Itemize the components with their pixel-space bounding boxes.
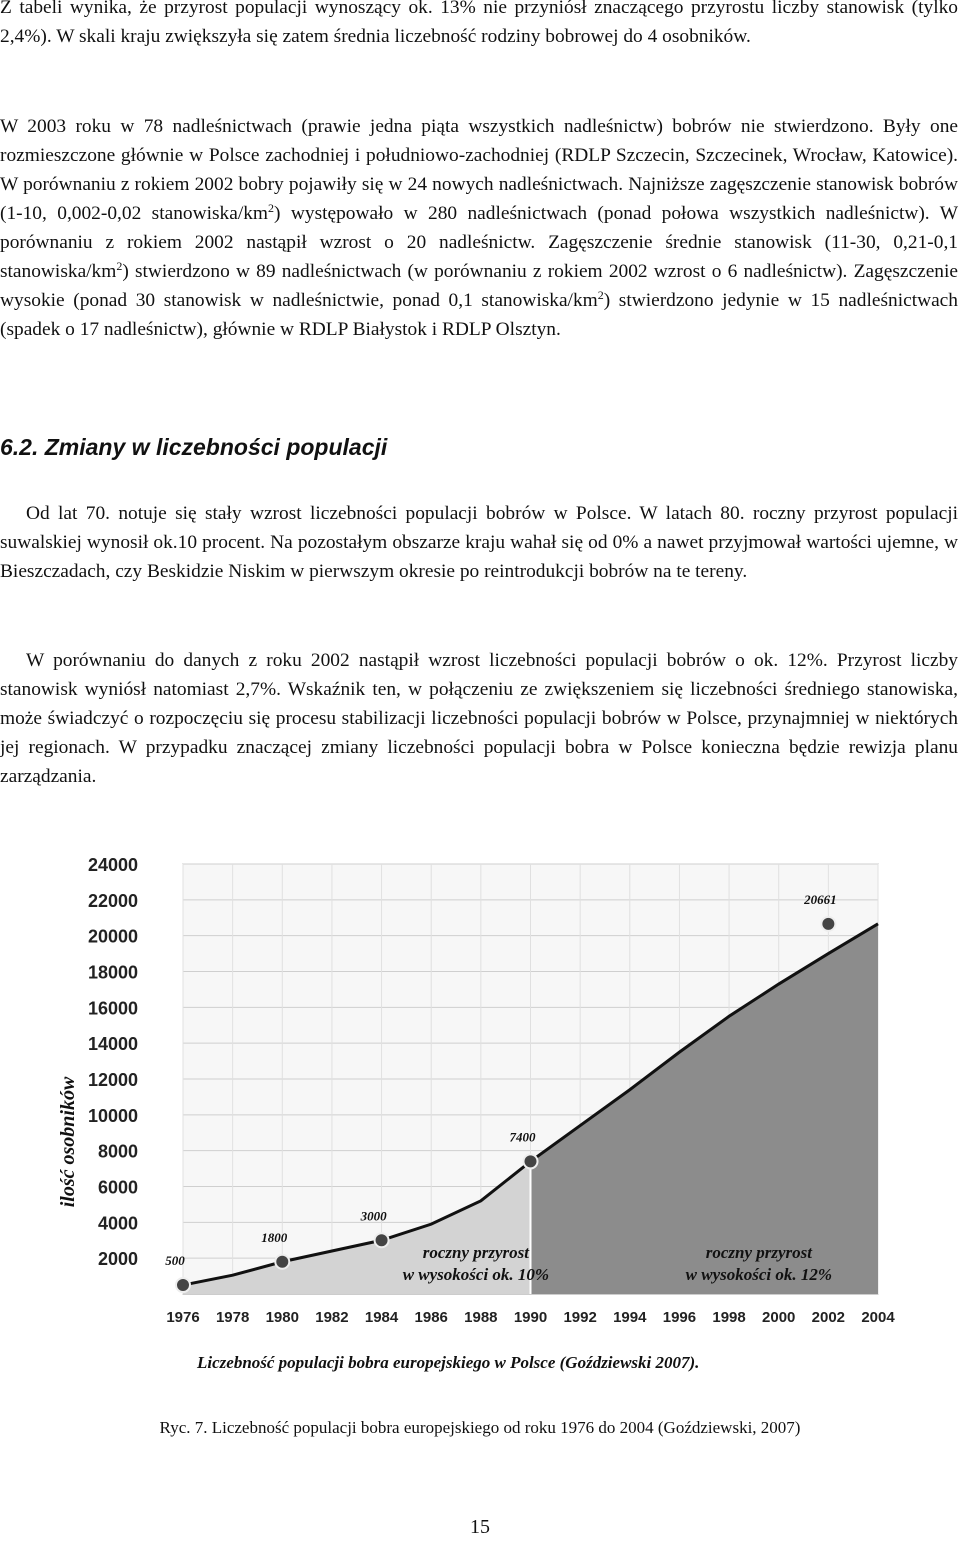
x-tick-labels (166, 1309, 895, 1326)
data-point-label: 3000 (360, 1208, 387, 1224)
y-tick-label: 16000 (87, 998, 138, 1019)
y-tick-label: 20000 (87, 926, 138, 947)
superscript-2b: 2 (116, 259, 123, 273)
population-chart (40, 842, 920, 1387)
section-heading: 6.2. Zmiany w liczebności populacji (0, 434, 388, 460)
annotation-line-1: roczny przyrost (705, 1243, 812, 1262)
y-tick-label: 24000 (87, 855, 138, 875)
superscript-2a: 2 (268, 201, 275, 215)
data-point-label: 7400 (509, 1129, 536, 1145)
x-tick-label: 1996 (662, 1309, 697, 1326)
y-tick-label: 4000 (97, 1213, 138, 1234)
paragraph-2 (0, 112, 958, 344)
paragraph-1: Z tabeli wynika, że przyrost populacji wynoszący ok. 13% nie przyniósł znaczącego przyrostu liczby stanowisk (tylko 2,4%). W skali kraju zwiększyła się zatem średnia liczebność rodziny bobrowej do 4 osobników. (0, 0, 958, 47)
x-tick-label: 1982 (315, 1309, 349, 1326)
superscript-2c: 2 (597, 288, 604, 302)
data-point (275, 1255, 289, 1269)
annotation-line-2: w wysokości ok. 10% (402, 1265, 550, 1284)
paragraph-2-part-4: ) stwierdzono jedynie w 15 nadleśnictwach (spadek o 17 nadleśnictw), głównie w RDLP Białystok i RDLP Olsztyn. (0, 290, 958, 340)
x-tick-label: 1992 (563, 1309, 597, 1326)
x-tick-label: 2004 (861, 1309, 895, 1326)
figure-caption: Ryc. 7. Liczebność populacji bobra europejskiego od roku 1976 do 2004 (Goździewski, 2007) (159, 1418, 801, 1437)
x-tick-label: 1986 (414, 1309, 448, 1326)
chart-title: Liczebność populacji bobra europejskiego w Polsce (Goździewski 2007). (197, 1353, 700, 1372)
paragraph-4: W porównaniu do danych z roku 2002 nastąpił wzrost liczebności populacji bobrów o ok. 12%. Przyrost liczby stanowisk wyniósł natomiast 2,7%. Wskaźnik ten, w połączeniu ze zwiększeniem się liczebności średniego stanowiska, może świadczyć o rozpoczęciu się procesu stabilizacji liczebności populacji bobrów w Polsce, przynajmniej w niektórych jej regionach. W przypadku znaczącej zmiany liczebności populacji bobra w Polsce konieczna będzie rewizja planu zarządzania. (0, 650, 958, 787)
annotation-line-2: w wysokości ok. 12% (685, 1265, 833, 1284)
x-tick-label: 2002 (811, 1309, 846, 1326)
y-tick-label: 6000 (97, 1177, 138, 1198)
page-number: 15 (470, 1516, 490, 1538)
x-tick-label: 1994 (613, 1309, 647, 1326)
x-tick-label: 1984 (364, 1309, 399, 1326)
x-tick-label: 1980 (265, 1309, 299, 1326)
paragraph-2-part-2: ) występowało w 280 nadleśnictwach (ponad połowa wszystkich nadleśnictw). W porównaniu z rokiem 2002 nastąpił wzrost o 20 nadleśnictw. Zagęszczenie średnie stanowisk (11-30, 0,21-0,1 stanowiska/km (0, 203, 958, 282)
y-axis-label: ilość osobników (57, 1076, 79, 1208)
x-tick-label: 1978 (215, 1309, 250, 1326)
paragraph-2-part-3: ) stwierdzono w 89 nadleśnictwach (w porównaniu z rokiem 2002 wzrost o 6 nadleśnictw). Zagęszczenie wysokie (ponad 30 stanowisk w nadleśnictwie, ponad 0,1 stanowiska/km (0, 261, 958, 311)
data-point (375, 1233, 389, 1247)
data-point (524, 1154, 538, 1168)
x-tick-label: 1988 (464, 1309, 498, 1326)
paragraph-3: Od lat 70. notuje się stały wzrost liczebności populacji bobrów w Polsce. W latach 80. roczny przyrost populacji suwalskiej wynosił ok.10 procent. Na pozostałym obszarze kraju wahał się od 0% a nawet przyjmował wartości ujemne, w Bieszczadach, czy Beskidzie Niskim w pierwszym okresie po reintrodukcji bobrów na te tereny. (0, 503, 958, 582)
data-point-label: 20661 (804, 891, 837, 907)
data-point-label: 500 (165, 1253, 185, 1269)
annotation-line-1: roczny przyrost (422, 1243, 530, 1262)
data-point (176, 1278, 190, 1292)
x-tick-label: 1998 (712, 1309, 746, 1326)
y-tick-label: 2000 (97, 1249, 138, 1270)
y-tick-label: 10000 (87, 1105, 138, 1126)
y-tick-label: 14000 (87, 1034, 138, 1055)
y-tick-label: 22000 (87, 890, 138, 911)
data-point-label: 1800 (261, 1229, 288, 1245)
data-point (821, 917, 835, 931)
y-tick-label: 8000 (97, 1141, 138, 1162)
x-tick-label: 2000 (762, 1309, 796, 1326)
x-tick-label: 1990 (513, 1309, 548, 1326)
y-tick-label: 12000 (87, 1070, 138, 1090)
x-tick-label: 1976 (166, 1309, 200, 1326)
y-tick-label: 18000 (87, 962, 138, 983)
paragraph-2-part-1: W 2003 roku w 78 nadleśnictwach (prawie jedna piąta wszystkich nadleśnictw) bobrów nie stwierdzono. Były one rozmieszczone głównie w Polsce zachodniej i południowo-zachodniej (RDLP Szczecin, Szczecinek, Wrocław, Katowice). W porównaniu z rokiem 2002 bobry pojawiły się w 24 nowych nadleśnictwach. Najniższe zagęszczenie stanowisk bobrów (1-10, 0,002-0,02 stanowiska/km (0, 116, 958, 224)
